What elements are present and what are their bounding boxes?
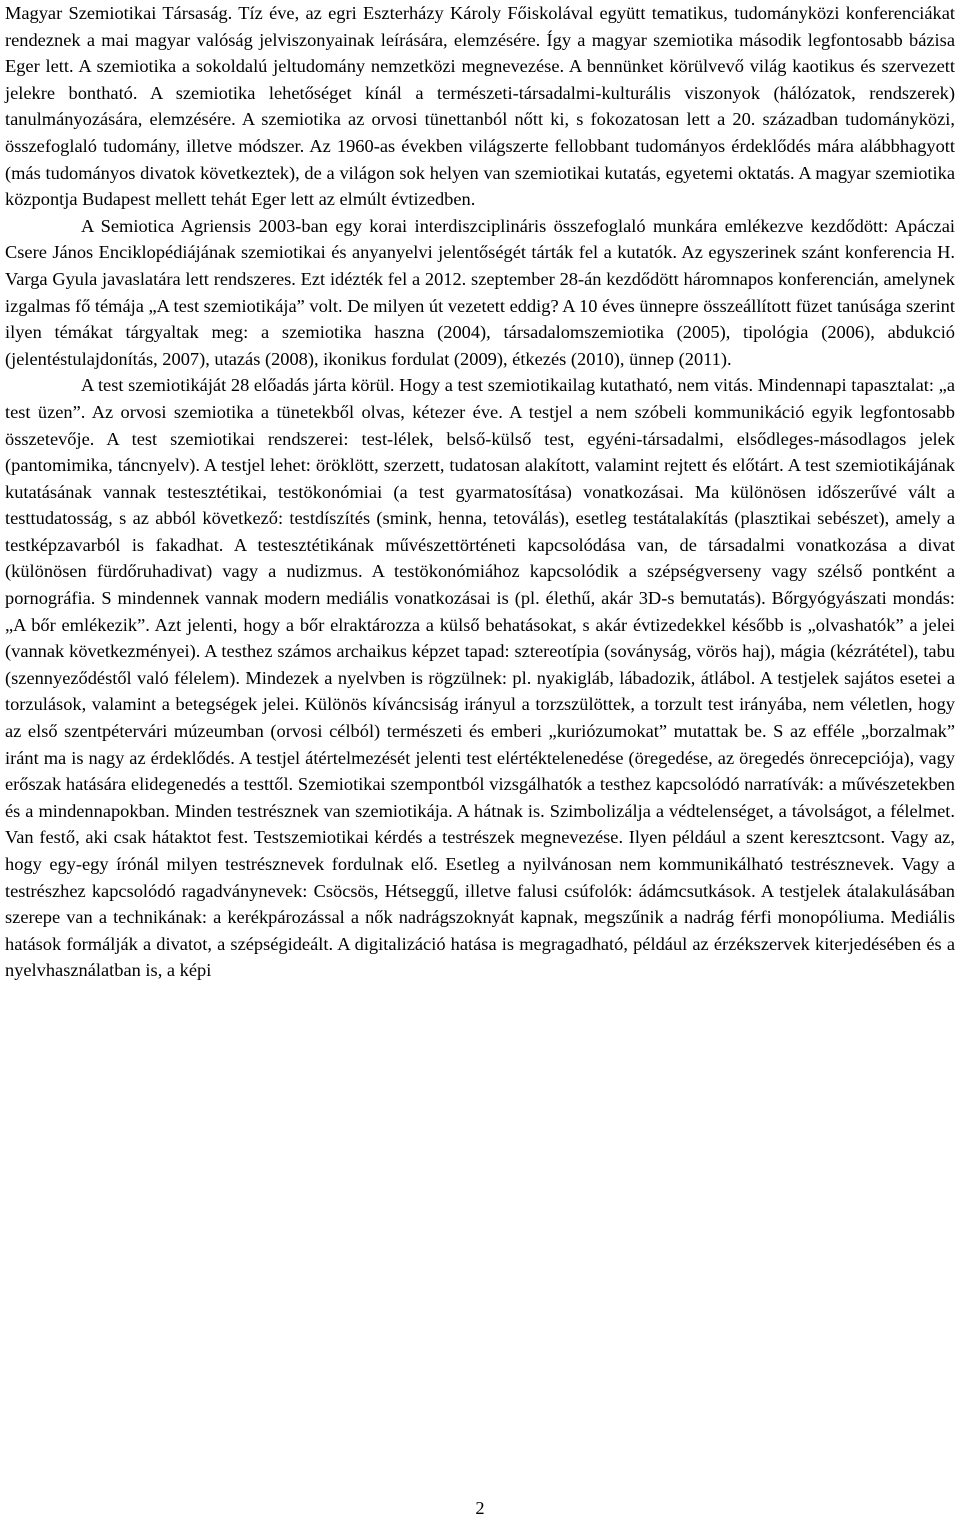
page-number: 2 [475,1498,485,1518]
document-body [5,0,955,984]
paragraph-1: Magyar Szemiotikai Társaság. Tíz éve, az egri Eszterházy Károly Főiskolával együtt tematikus, tudományközi konferenciákat rendeznek a mai magyar valóság jelviszonyainak leírására, elemzésére. Így a magyar szemiotika második legfontosabb bázisa Eger lett. A szemiotika a sokoldalú jeltudomány nemzetközi megnevezése. A bennünket körülvevő világ kaotikus és szervezett jelekre bontható. A szemiotika lehetőséget kínál a természeti-társadalmi-kulturális viszonyok (hálózatok, rendszerek) tanulmányozására, elemzésére. A szemiotika az orvosi tünettanból nőtt ki, s fokozatosan lett a 20. században tudományközi, összefoglaló tudomány, illetve módszer. Az 1960-as években világszerte fellobbant tudományos érdeklődés mára alábbhagyott (más tudományos divatok következtek), de a világon sok helyen van szemiotikai kutatás, egyetemi oktatás. A magyar szemiotika központja Budapest mellett tehát Eger lett az elmúlt évtizedben. [5,3,955,210]
paragraph-3: A test szemiotikáját 28 előadás járta körül. Hogy a test szemiotikailag kutatható, nem vitás. Mindennapi tapasztalat: „a test üzen”. Az orvosi szemiotika a tünetekből olvas, kétezer éve. A testjel a nem szóbeli kommunikáció egyik legfontosabb összetevője. A test szemiotikai rendszerei: test-lélek, belső-külső test, egyéni-társadalmi, elsődleges-másodlagos jelek (pantomimika, táncnyelv). A testjel lehet: öröklött, szerzett, tudatosan alakított, valamint rejtett és előtárt. A test szemiotikájának kutatásának vannak testesztétikai, testökonómiai (a test gyarmatosítása) vonatkozásai. Ma különösen időszerűvé vált a testtudatosság, s az abból következő: testdíszítés (smink, henna, tetoválás), esetleg testátalakítás (plasztikai sebészet), amely a testképzavarból is fakadhat. A testesztétikának művészettörténeti kapcsolódása van, de társadalmi vonatkozása a divat (különösen fürdőruhadivat) vagy a nudizmus. A testökonómiához kapcsolódik a szépségverseny vagy szélső pontként a pornográfia. S mindennek vannak modern mediális vonatkozásai is (pl. élethű, akár 3D-s bemutatás). Bőrgyógyászati mondás: „A bőr emlékezik”. Azt jelenti, hogy a bőr elraktározza a külső behatásokat, s akár évtizedekkel később is „olvashatók” a jelei (vannak következményei). A testhez számos archaikus képzet tapad: sztereotípia (soványság, vörös haj), mágia (kézrátétel), tabu (szennyeződéstől való félelem). Mindezek a nyelvben is rögzülnek: pl. nyakigláb, lábadozik, átlábol. A testjelek sajátos esetei a torzulások, valamint a betegségek jelei. Különös kíváncsiság irányul a torzszülöttek, a torzult test irányába, nem véletlen, hogy az első szentpétervári múzeumban (orvosi célból) természeti és emberi „kuriózumokat” mutattak be. S az efféle „borzalmak” iránt ma is nagy az érdeklődés. A testjel átértelmezését jelenti test elértéktelenedése (öregedése, az öregedés önrecepciója), vagy erőszak hatására elidegenedés a testtől. Szemiotikai szempontból vizsgálhatók a testhez kapcsolódó narratívák: a művészetekben és a mindennapokban. Minden testrésznek van szemiotikája. A hátnak is. Szimbolizálja a védtelenséget, a távolságot, a félelmet. Van festő, aki csak hátaktot fest. Testszemiotikai kérdés a testrészek megnevezése. Ilyen például a szent keresztcsont. Vagy az, hogy egy-egy írónál milyen testrésznevek fordulnak elő. Esetleg a nyilvánosan nem kommunikálható testrésznevek. Vagy a testrészhez kapcsolódó ragadványnevek: Csöcsös, Hétseggű, illetve falusi csúfolók: ádámcsutkások. A testjelek átalakulásában szerepe van a technikának: a kerékpározással a nők nadrágszoknyát kapnak, megszűnik a nadrág férfi monopóliuma. Mediális hatások formálják a divatot, a szépségideált. A digitalizáció hatása is megragadható, például az érzékszervek kiterjedésében és a nyelvhasználatban is, a képi [5,375,955,981]
paragraph-2: A Semiotica Agriensis 2003-ban egy korai interdiszciplináris összefoglaló munkára emlékezve kezdődött: Apáczai Csere János Enciklopédiájának szemiotikai és anyanyelvi jelentőségét tárták fel a kutatók. Az egyszerinek szánt konferencia H. Varga Gyula javaslatára lett rendszeres. Ezt idézték fel a 2012. szeptember 28-án kezdődött háromnapos konferencián, amelynek izgalmas fő témája „A test szemiotikája” volt. De milyen út vezetett eddig? A 10 éves ünnepre összeállított füzet tanúsága szerint ilyen témákat tárgyaltak meg: a szemiotika haszna (2004), társadalomszemiotika (2005), tipológia (2006), abdukció (jelentéstulajdonítás, 2007), utazás (2008), ikonikus fordulat (2009), étkezés (2010), ünnep (2011). [5,215,955,369]
